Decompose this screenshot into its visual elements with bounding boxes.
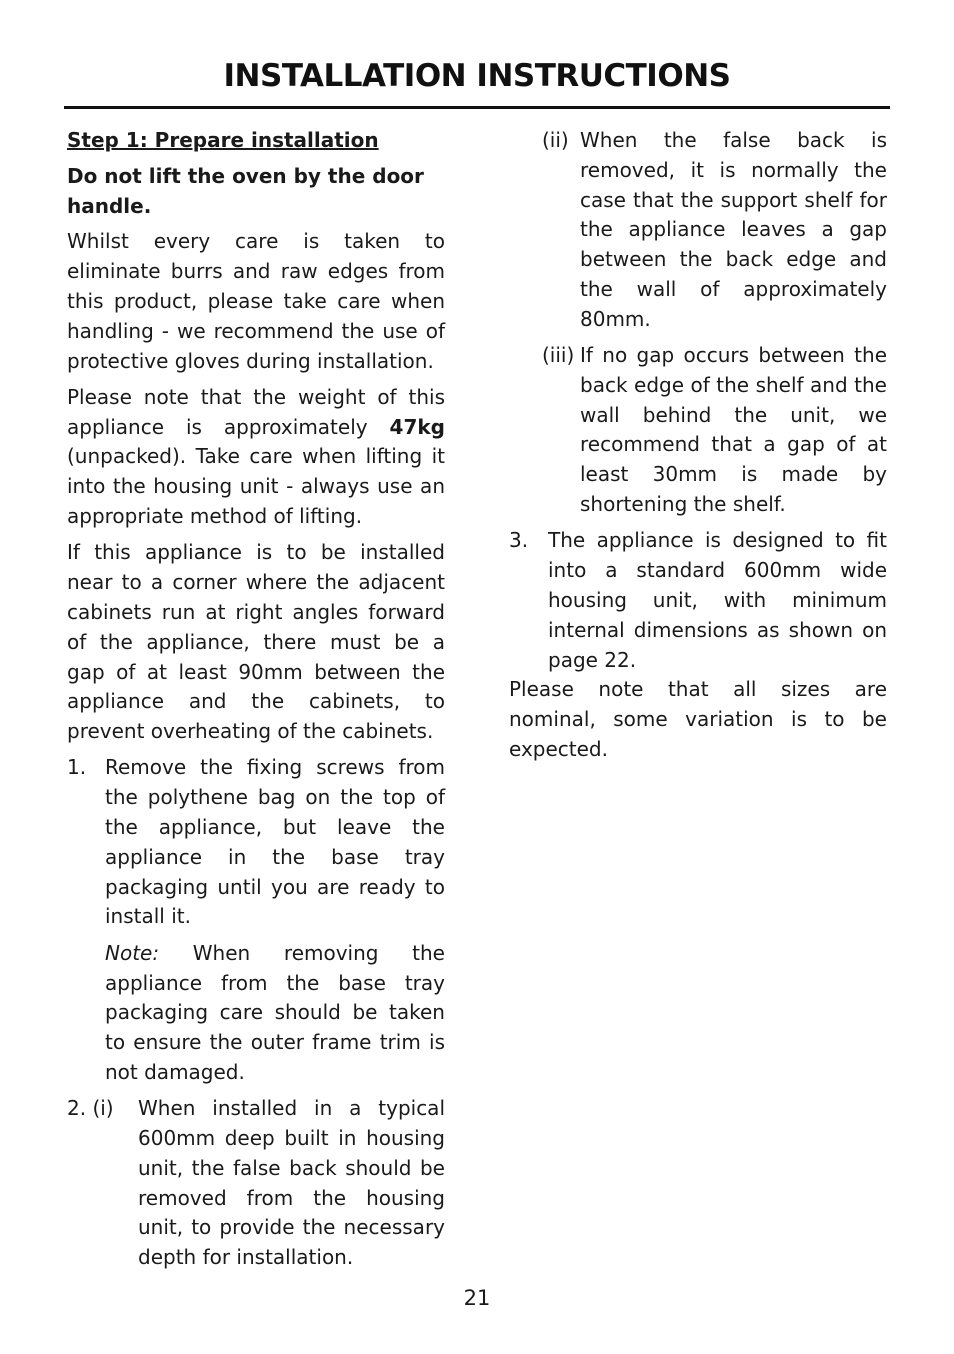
note-label: Note: (105, 940, 160, 965)
list-marker-2-ii: (ii) (542, 128, 569, 152)
weight-text-after: (unpacked). Take care when lifting it into the housing unit - always use an appropriate method of lifting. (67, 444, 445, 529)
page-number: 21 (463, 1286, 491, 1310)
list-marker-2-i: 2. (i) (67, 1096, 114, 1121)
list-item-2-iii-text: If no gap occurs between the back edge of the shelf and the wall behind the unit, we recommend that a gap of at least 30mm is made by shortening the shelf. (580, 343, 887, 517)
list-item-2-ii (542, 126, 887, 335)
right-column (509, 126, 887, 771)
list-item-2-ii-text: When the false back is removed, it is normally the case that the support shelf for the appliance leaves a gap between the back edge and the wall of approximately 80mm. (580, 128, 887, 331)
page-title: INSTALLATION INSTRUCTIONS (223, 58, 731, 94)
weight-value: 47kg (389, 414, 445, 439)
list-item-2-i-text: When installed in a typical 600mm deep built in housing unit, the false back should be removed from the housing unit, to provide the necessary depth for installation. (138, 1096, 445, 1270)
list-marker-2-iii: (iii) (542, 343, 575, 368)
left-column (67, 126, 445, 1279)
note-text: When removing the appliance from the base tray packaging care should be taken to ensure the outer frame trim is not damaged. (105, 940, 445, 1084)
care-paragraph: Whilst every care is taken to eliminate burrs and raw edges from this product, please take care when handling - we recommend the use of protective gloves during installation. (67, 229, 445, 373)
list-item-2-i (67, 1094, 445, 1273)
corner-paragraph: If this appliance is to be installed near to a corner where the adjacent cabinets run at right angles forward of the appliance, there must be a gap of at least 90mm between the appliance and the cabinets, to prevent overheating of the cabinets. (67, 540, 445, 744)
lifting-warning: Do not lift the oven by the door handle. (67, 163, 424, 218)
list-marker-3: 3. (509, 528, 529, 553)
step-heading: Step 1: Prepare installation (67, 128, 379, 152)
list-item-1 (67, 753, 445, 932)
list-item-3-text: The appliance is designed to fit into a standard 600mm wide housing unit, with minimum internal dimensions as shown on page 22. (548, 528, 887, 672)
note-paragraph (67, 939, 445, 1088)
weight-paragraph (67, 383, 445, 532)
closing-note: Please note that all sizes are nominal, some variation is to be expected. (509, 677, 887, 761)
list-item-1-text: Remove the fixing screws from the polythene bag on the top of the appliance, but leave the appliance in the base tray packaging until you are ready to install it. (105, 755, 445, 929)
list-marker-1: 1. (67, 755, 87, 780)
title-divider (64, 106, 890, 109)
list-item-3 (509, 526, 887, 675)
weight-text-before: Please note that the weight of this appliance is approximately (67, 384, 445, 439)
list-item-2-iii (542, 341, 887, 520)
